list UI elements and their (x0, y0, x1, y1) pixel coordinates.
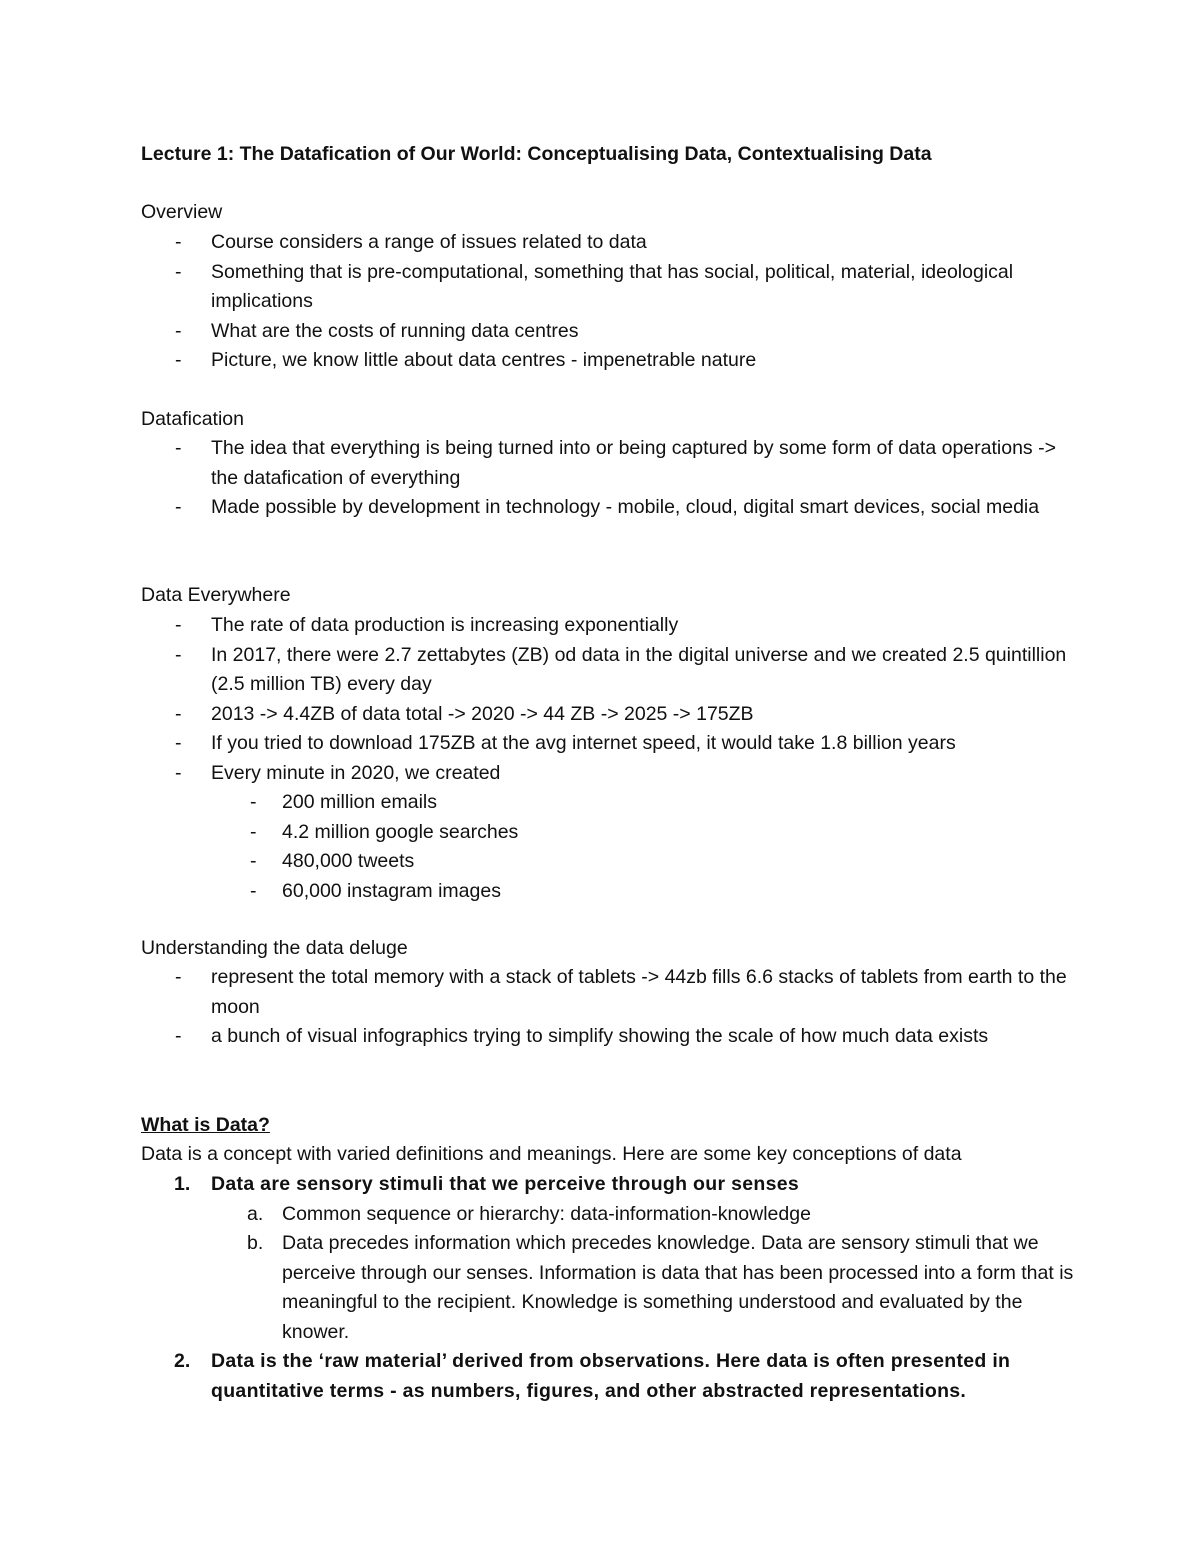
datafication-heading: Datafication (141, 408, 244, 430)
overview-heading: Overview (141, 201, 223, 223)
item-text: Data precedes information which precedes knowledge. Data are sensory stimuli that we perceive through our senses. Information is data that has been processed into a form that is meaningful to the recipient. Knowledge is something understood and evaluated by the knower. (282, 1232, 1074, 1343)
item-letter: b. (247, 1232, 264, 1254)
deluge-list (141, 963, 1081, 1052)
list-item: - If you tried to download 175ZB at the avg internet speed, it would take 1.8 billion years (141, 729, 1081, 759)
sub-list-item: - 200 million emails (211, 788, 1081, 818)
data-everywhere-list (141, 611, 1081, 906)
list-item: - represent the total memory with a stack of tablets -> 44zb fills 6.6 stacks of tablets from earth to the moon (141, 963, 1081, 1022)
item-number: 2. (174, 1350, 191, 1372)
data-everywhere-heading: Data Everywhere (141, 584, 291, 606)
list-item: - The idea that everything is being turned into or being captured by some form of data operations -> the datafication of everything (141, 434, 1081, 493)
list-item: - What are the costs of running data centres (141, 317, 1081, 347)
lettered-item (211, 1229, 1081, 1347)
sub-list-item: - 4.2 million google searches (211, 818, 1081, 848)
list-item: - Something that is pre-computational, something that has social, political, material, ideological implications (141, 258, 1081, 317)
list-item-label: Every minute in 2020, we created (211, 761, 501, 784)
sub-list-item: - 60,000 instagram images (211, 877, 1081, 907)
list-item: - Made possible by development in technology - mobile, cloud, digital smart devices, social media (141, 493, 1081, 523)
item-text: Data are sensory stimuli that we perceive through our senses (211, 1173, 800, 1195)
list-item (141, 759, 1081, 907)
lecture-title: Lecture 1: The Datafication of Our World: Conceptualising Data, Contextualising Data (141, 143, 932, 165)
sub-list (211, 788, 1081, 906)
datafication-list (141, 434, 1081, 523)
list-item: - In 2017, there were 2.7 zettabytes (ZB) od data in the digital universe and we created 2.5 quintillion (2.5 million TB) every day (141, 641, 1081, 700)
list-item: - Picture, we know little about data centres - impenetrable nature (141, 346, 1081, 376)
item-text: Common sequence or hierarchy: data-information-knowledge (282, 1202, 811, 1225)
list-item: - 2013 -> 4.4ZB of data total -> 2020 -> 44 ZB -> 2025 -> 175ZB (141, 700, 1081, 730)
what-is-data-heading: What is Data? (141, 1114, 270, 1136)
numbered-item (141, 1170, 1081, 1347)
numbered-item (141, 1347, 1081, 1406)
list-item: - Course considers a range of issues related to data (141, 228, 1081, 258)
list-item: - The rate of data production is increasing exponentially (141, 611, 1081, 641)
item-number: 1. (174, 1173, 191, 1195)
deluge-heading: Understanding the data deluge (141, 937, 408, 959)
item-letter: a. (247, 1202, 264, 1225)
lettered-list (211, 1200, 1081, 1348)
list-item: - a bunch of visual infographics trying to simplify showing the scale of how much data exists (141, 1022, 1081, 1052)
overview-list (141, 228, 1081, 376)
item-text: Data is the ‘raw material’ derived from observations. Here data is often presented in quantitative terms - as numbers, figures, and other abstracted representations. (211, 1350, 1011, 1402)
what-is-data-intro: Data is a concept with varied definitions and meanings. Here are some key conceptions of data (141, 1143, 962, 1165)
conceptions-list (141, 1170, 1081, 1406)
sub-list-item: - 480,000 tweets (211, 847, 1081, 877)
lettered-item (211, 1200, 1081, 1230)
